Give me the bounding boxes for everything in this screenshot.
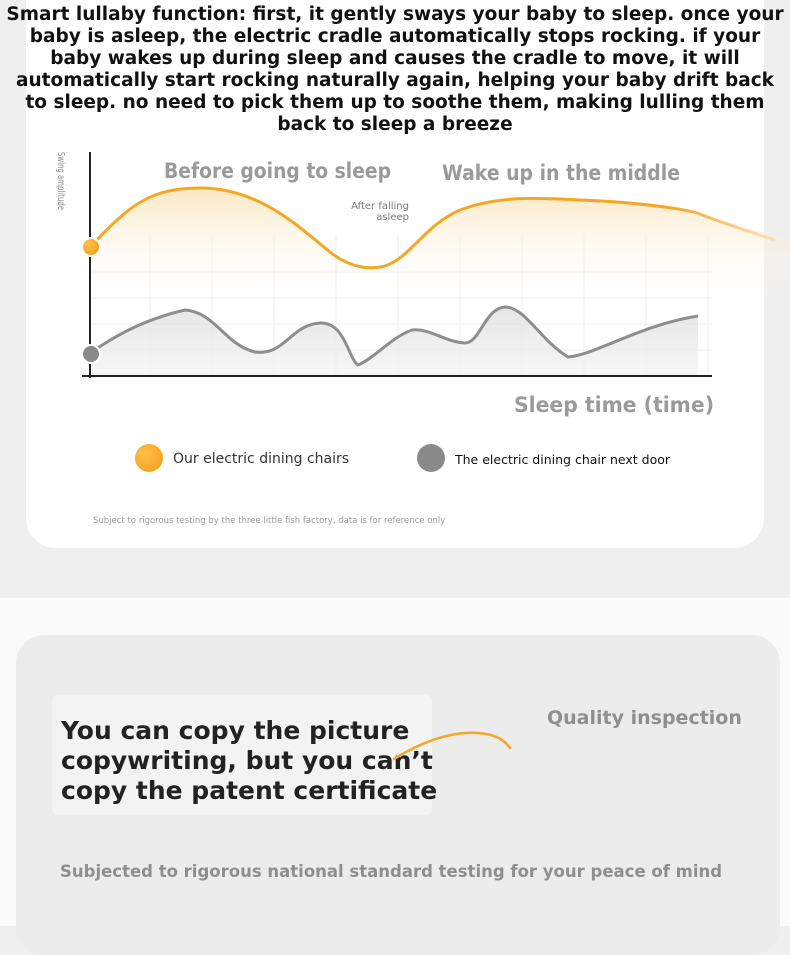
series-start-point-ours xyxy=(82,238,100,256)
y-axis-label: Swing amplitude xyxy=(55,152,66,236)
patent-title: You can copy the picture copywriting, but you can’t copy the patent certificate xyxy=(61,716,438,805)
annotation-before-sleep: Before going to sleep xyxy=(164,159,391,183)
chart-footnote: Subject to rigorous testing by the three little fish factory, data is for reference only xyxy=(93,516,446,526)
x-axis-label: Sleep time (time) xyxy=(514,393,714,417)
orange-area xyxy=(92,188,790,300)
legend-label-ours: Our electric dining chairs xyxy=(173,451,350,467)
legend-swatch-next-door xyxy=(417,444,445,472)
annotation-after-asleep: After falling asleep xyxy=(351,201,409,223)
headline: Smart lullaby function: first, it gently sways your baby to sleep. once your baby is asleep, the electric cradle automatically stops rocking. if your baby wakes up during sleep and causes the cradle to move, it will automatically start rocking naturally again, helping your baby drift back to sleep. no need to pick them up to soothe them, making lulling them back to sleep a breeze xyxy=(6,4,784,135)
series-start-point-next-door xyxy=(82,345,100,363)
legend-swatch-ours xyxy=(135,444,163,472)
legend-label-next-door: The electric dining chair next door xyxy=(455,452,671,467)
quality-inspection-label: Quality inspection xyxy=(547,707,742,729)
annotation-wake-up: Wake up in the middle xyxy=(442,161,680,185)
quality-subtitle: Subjected to rigorous national standard testing for your peace of mind xyxy=(60,862,723,881)
orange-swoosh xyxy=(390,725,520,765)
